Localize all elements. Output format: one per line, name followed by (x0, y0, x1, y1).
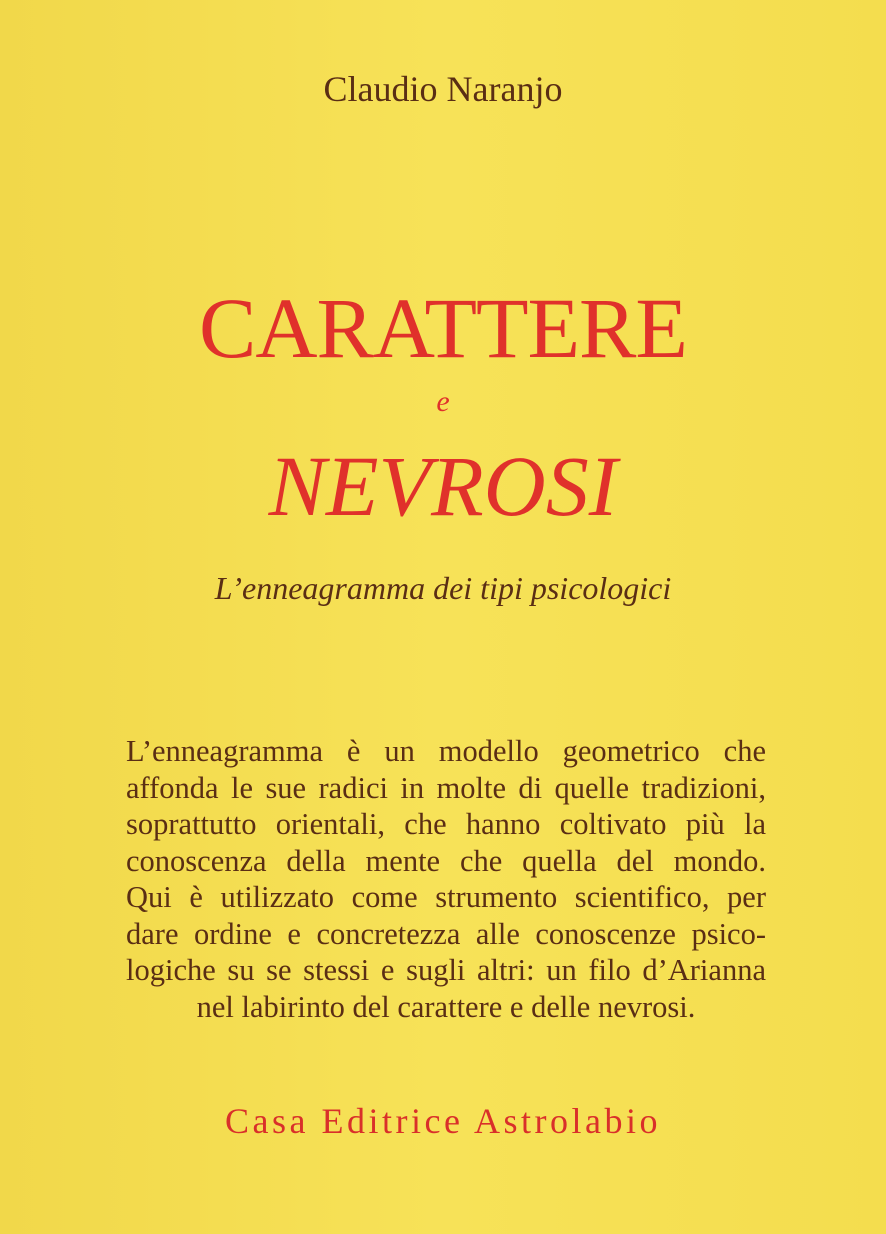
publisher: Casa Editrice Astrolabio (225, 1101, 661, 1141)
title-line-1: CARATTERE (199, 280, 687, 376)
blurb-line: L’enneagramma è un modello geometrico che (126, 734, 766, 768)
blurb-line: logiche su se stessi e sugli altri: un filo d’Arianna (126, 953, 766, 987)
blurb-line: nel labirinto del carattere e delle nevrosi. (196, 989, 696, 1024)
blurb-line: dare ordine e concretezza alle conoscenze psico- (126, 916, 766, 951)
blurb-line: soprattutto orientali, che hanno coltivato più la (126, 807, 766, 841)
blurb-line: Qui è utilizzato come strumento scientifico, per (126, 880, 766, 914)
blurb (126, 733, 766, 1025)
blurb-line: conoscenza della mente che quella del mondo. (126, 843, 766, 878)
subtitle: L’enneagramma dei tipi psicologici (214, 570, 672, 606)
title-conjunction: e (436, 385, 450, 418)
title-line-2: NEVROSI (268, 438, 618, 534)
blurb-line: affonda le sue radici in molte di quelle tradizioni, (126, 770, 766, 805)
author-name: Claudio Naranjo (323, 69, 563, 109)
